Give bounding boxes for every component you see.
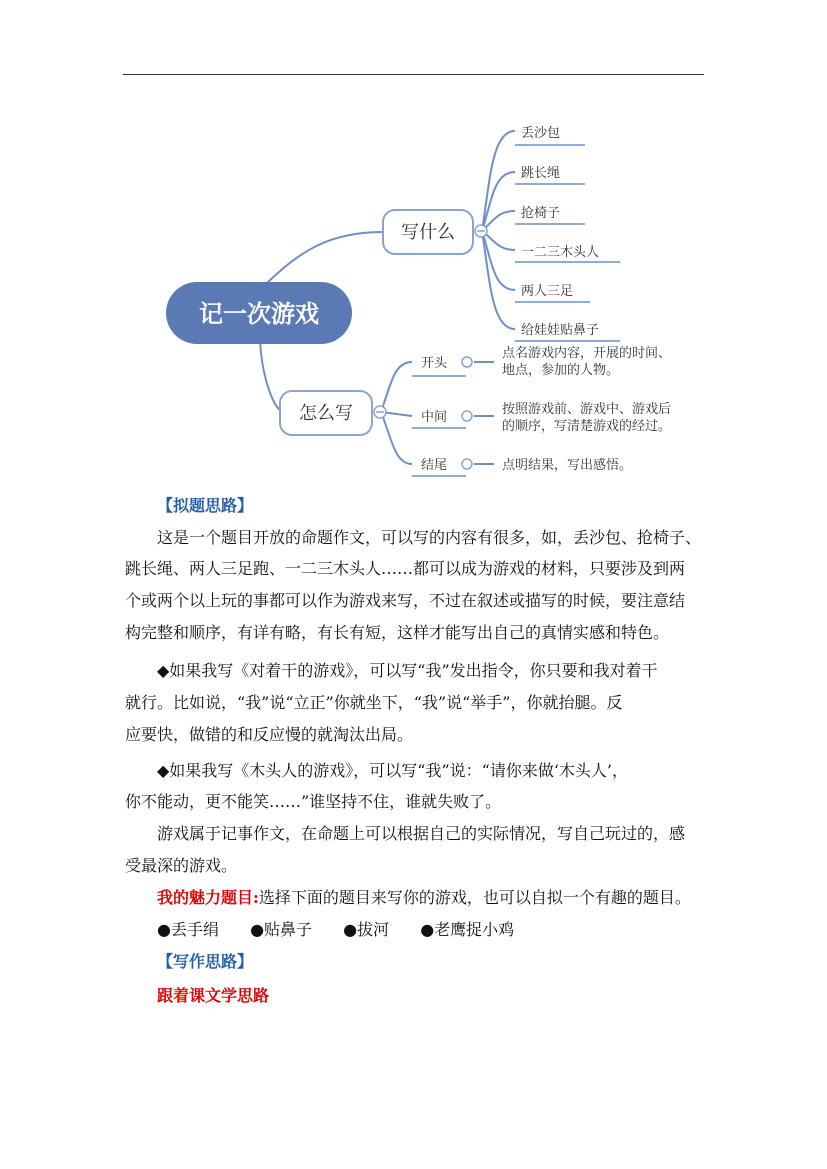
how-item-label: 中间 <box>421 410 448 425</box>
what-item: 丢沙包 <box>521 126 561 141</box>
what-item: 给娃娃贴鼻子 <box>521 323 600 338</box>
how-item-desc: 地点，参加的人物。 <box>502 363 620 378</box>
what-item: 跳长绳 <box>521 166 561 181</box>
how-item-label: 开头 <box>421 356 448 371</box>
how-node-label: 怎么写 <box>299 403 353 424</box>
how-item-desc: 按照游戏前、游戏中、游戏后 <box>502 402 672 417</box>
paragraph-line: 你不能动，更不能笑……”谁坚持不住，谁就失败了。 <box>125 792 502 811</box>
paragraph-line: 构完整和顺序，有详有略，有长有短，这样才能写出自己的真情实感和特色。 <box>125 623 670 642</box>
heading-writing-ideas: 【写作思路】 <box>157 952 254 971</box>
paragraph-line: ◆如果我写《对着干的游戏》，可以写“我”发出指令，你只要和我对着干 <box>157 661 658 680</box>
paragraph-line: 受最深的游戏。 <box>125 856 238 875</box>
charm-title-text: 选择下面的题目来写你的游戏，也可以自拟一个有趣的题目。 <box>258 888 691 907</box>
paragraph-line: 游戏属于记事作文，在命题上可以根据自己的实际情况，写自己玩过的，感 <box>157 824 686 843</box>
how-item-collapse-icon[interactable] <box>462 459 472 469</box>
topic-option: ●丢手绢 <box>157 920 219 939</box>
mind-map <box>0 0 827 490</box>
paragraph-line: 跳长绳、两人三足跑、一二三木头人……都可以成为游戏的材料，只要涉及到两 <box>125 559 686 578</box>
what-item: 一二三木头人 <box>521 245 600 260</box>
paragraph-line: 应要快，做错的和反应慢的就淘汰出局。 <box>125 725 414 744</box>
root-node-label: 记一次游戏 <box>199 300 319 328</box>
topic-option: ●老鹰捉小鸡 <box>420 920 515 939</box>
how-item-desc: 点明结果，写出感悟。 <box>502 458 633 473</box>
heading-topic-ideas: 【拟题思路】 <box>157 496 254 515</box>
topic-options <box>157 914 742 945</box>
how-item-desc: 点名游戏内容，开展的时间、 <box>502 346 672 361</box>
topic-option: ●拔河 <box>343 920 390 939</box>
root-to-what-line <box>262 232 383 288</box>
paragraph-line: 这是一个题目开放的命题作文，可以写的内容有很多，如，丢沙包、抢椅子、 <box>157 528 702 547</box>
what-node-label: 写什么 <box>401 222 455 243</box>
paragraph-line: 就行。比如说，“我”说“立正”你就坐下，“我”说“举手”，你就抬腿。反 <box>125 693 623 712</box>
paragraph-line: 个或两个以上玩的事都可以作为游戏来写，不过在叙述或描写的时候，要注意结 <box>125 591 686 610</box>
what-item: 抢椅子 <box>521 206 561 221</box>
charm-title-line <box>157 882 742 913</box>
how-item-label: 结尾 <box>421 458 448 473</box>
follow-text-heading: 跟着课文学思路 <box>157 986 270 1005</box>
what-item: 两人三足 <box>521 284 574 299</box>
how-item-collapse-icon[interactable] <box>462 411 472 421</box>
how-item-desc: 的顺序，写清楚游戏的经过。 <box>502 419 672 434</box>
charm-title-label: 我的魅力题目: <box>157 888 259 907</box>
how-item-collapse-icon[interactable] <box>462 357 472 367</box>
paragraph-line: ◆如果我写《木头人的游戏》，可以写“我”说：“请你来做‘木头人’， <box>157 761 629 780</box>
topic-option: ●贴鼻子 <box>250 920 313 939</box>
